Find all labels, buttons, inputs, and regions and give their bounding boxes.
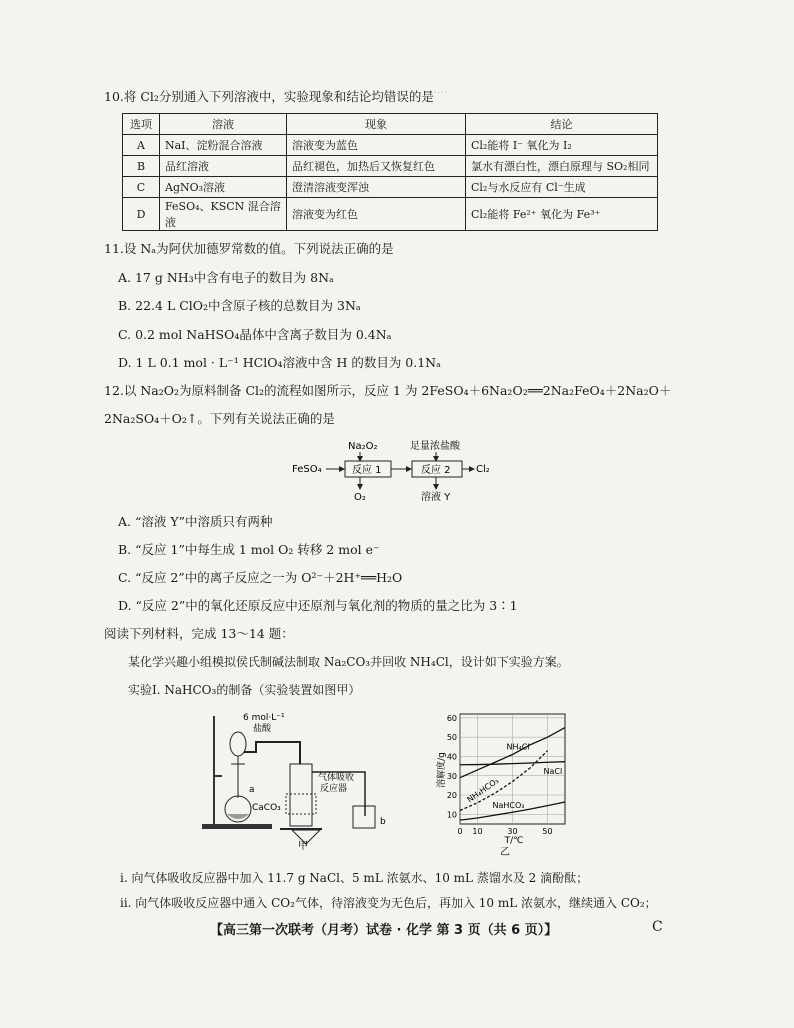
q11-option-c: C. 0.2 mol NaHSO₄晶体中含离子数目为 0.4Nₐ	[118, 327, 392, 342]
table-cell: NaI、淀粉混合溶液	[160, 135, 287, 156]
flow-reagent-hcl: 足量浓盐酸	[410, 441, 460, 452]
series-label: NH₄Cl	[506, 742, 530, 752]
table-row	[123, 156, 658, 177]
flow-product-cl2: Cl₂	[476, 464, 490, 475]
q10-header-conclusion: 结论	[466, 114, 658, 135]
table-cell: C	[123, 177, 160, 198]
table-cell: 溶液变为蓝色	[287, 135, 466, 156]
reading-paragraph: 某化学兴趣小组模拟侯氏制碱法制取 Na₂CO₃并回收 NH₄Cl，设计如下实验方案。	[128, 655, 569, 669]
flow-input-feso4: FeSO₄	[292, 464, 322, 475]
table-row	[123, 198, 658, 231]
experiment-title: 实验Ⅰ. NaHCO₃的制备（实验装置如图甲）	[128, 683, 361, 697]
q12-stem-line2: 2Na₂SO₄＋O₂↑。下列有关说法正确的是	[104, 411, 335, 426]
q11-option-a: A. 17 g NH₃中含有电子的数目为 8Nₐ	[118, 270, 334, 285]
y-tick-label: 10	[446, 810, 457, 820]
separatory-funnel	[230, 732, 246, 756]
x-axis-label: T/℃	[504, 836, 524, 846]
y-tick-label: 60	[446, 713, 457, 723]
table-cell: 品红褪色，加热后又恢复红色	[287, 156, 466, 177]
caco3-solid	[227, 814, 249, 819]
x-tick-label: 0	[457, 827, 463, 836]
acid-name-label: 盐酸	[253, 724, 272, 734]
series-label: NH₄HCO₃	[465, 776, 501, 805]
table-row	[123, 177, 658, 198]
y-axis-label: 溶解度/g	[437, 752, 447, 788]
q12-option-d: D. “反应 2”中的氧化还原反应中还原剂与氧化剂的物质的量之比为 3∶1	[118, 598, 518, 613]
q12-flow-diagram	[290, 440, 520, 502]
q11-option-b: B. 22.4 L ClO₂中含原子核的总数目为 3Nₐ	[118, 298, 361, 313]
x-tick-label: 30	[507, 827, 518, 836]
q12-stem-line1: 12.以 Na₂O₂为原料制备 Cl₂的流程如图所示，反应 1 为 2FeSO₄＋6Na₂O₂══2Na₂FeO₄＋2Na₂O＋	[104, 383, 672, 398]
q10-header-solution: 溶液	[160, 114, 287, 135]
flow-box2-label: 反应 2	[421, 465, 451, 476]
bleed-through-text: ·····	[430, 86, 448, 99]
page-footer: 【高三第一次联考（月考）试卷 · 化学 第 3 页（共 6 页）】	[210, 923, 558, 938]
table-cell: 品红溶液	[160, 156, 287, 177]
table-cell: AgNO₃溶液	[160, 177, 287, 198]
flow-reagent-na2o2: Na₂O₂	[348, 441, 378, 452]
version-letter: C	[652, 919, 663, 935]
caco3-label: CaCO₃	[252, 803, 281, 813]
step-1: ⅰ. 向气体吸收反应器中加入 11.7 g NaCl、5 mL 浓氨水、10 mL 蒸馏水及 2 滴酚酞；	[120, 871, 589, 885]
apparatus-figure	[200, 706, 410, 851]
step-2: ⅱ. 向气体吸收反应器中通入 CO₂气体，待溶液变为无色后，再加入 10 mL 浓氨水，继续通入 CO₂；	[120, 896, 657, 910]
table-cell: B	[123, 156, 160, 177]
q11-stem: 11.设 Nₐ为阿伏加德罗常数的值。下列说法正确的是	[104, 241, 394, 256]
q12-option-a: A. “溶液 Y”中溶质只有两种	[118, 514, 273, 529]
q10-header-row	[123, 114, 658, 135]
table-row	[123, 135, 658, 156]
solubility-chart	[430, 706, 580, 856]
q11-option-d: D. 1 L 0.1 mol · L⁻¹ HClO₄溶液中含 H 的数目为 0.1Nₐ	[118, 355, 441, 370]
label-b: b	[380, 817, 386, 827]
x-tick-label: 50	[542, 827, 553, 836]
table-cell: FeSO₄、KSCN 混合溶液	[160, 198, 287, 231]
figure-yi-caption: 乙	[500, 847, 510, 856]
table-cell: 澄清溶液变浑浊	[287, 177, 466, 198]
q12-option-b: B. “反应 1”中每生成 1 mol O₂ 转移 2 mol e⁻	[118, 542, 380, 557]
acid-concentration-label: 6 mol·L⁻¹	[243, 713, 285, 723]
reactor-label-line2: 反应器	[320, 784, 348, 794]
y-tick-label: 20	[446, 791, 457, 801]
series-label: NaHCO₃	[492, 801, 525, 811]
reading-intro: 阅读下列材料，完成 13～14 题：	[104, 626, 294, 641]
flow-box1-label: 反应 1	[352, 465, 382, 476]
q10-header-option: 选项	[123, 114, 160, 135]
gas-tube	[244, 742, 300, 764]
gas-absorption-reactor	[290, 764, 312, 826]
y-tick-label: 50	[446, 733, 457, 743]
table-cell: Cl₂与水反应有 Cl⁻生成	[466, 177, 658, 198]
table-cell: D	[123, 198, 160, 231]
flow-output-solution-y: 溶液 Y	[421, 492, 451, 502]
stand-base	[202, 824, 272, 829]
figure-jia-caption: 甲	[298, 841, 308, 851]
beaker	[353, 806, 375, 828]
table-cell: Cl₂能将 Fe²⁺ 氧化为 Fe³⁺	[466, 198, 658, 231]
x-tick-label: 10	[472, 827, 483, 836]
q10-stem: 10.将 Cl₂分别通入下列溶液中，实验现象和结论均错误的是	[104, 89, 434, 104]
q12-option-c: C. “反应 2”中的离子反应之一为 O²⁻＋2H⁺══H₂O	[118, 570, 403, 585]
reactor-label-line1: 气体吸收	[318, 773, 355, 783]
table-cell: A	[123, 135, 160, 156]
flow-output-o2: O₂	[354, 492, 366, 502]
series-label: NaCl	[543, 767, 563, 777]
y-tick-label: 40	[446, 752, 457, 762]
q10-table	[122, 113, 658, 231]
y-tick-label: 30	[446, 771, 457, 781]
q10-header-phenomenon: 现象	[287, 114, 466, 135]
table-cell: 溶液变为红色	[287, 198, 466, 231]
table-cell: Cl₂能将 I⁻ 氧化为 I₂	[466, 135, 658, 156]
table-cell: 氯水有漂白性，漂白原理与 SO₂相同	[466, 156, 658, 177]
label-a: a	[249, 785, 255, 795]
